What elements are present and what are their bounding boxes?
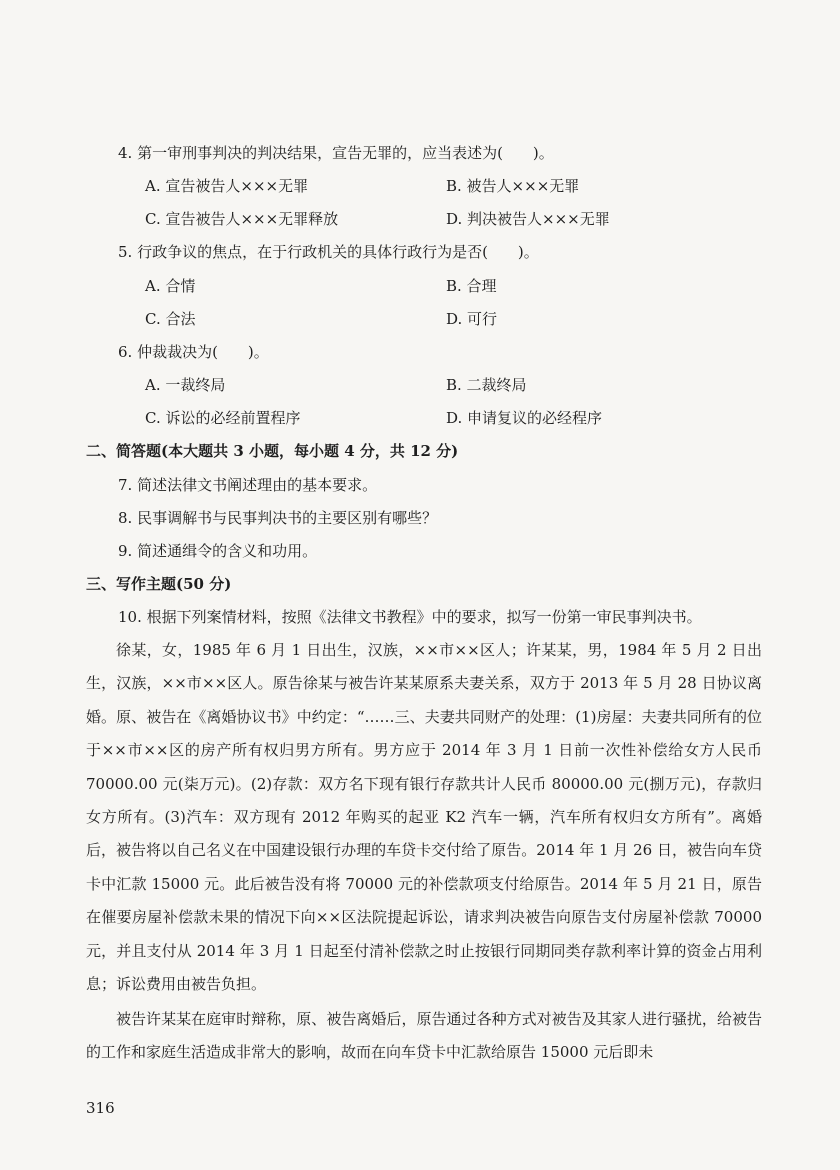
page-number: 316	[86, 1099, 115, 1117]
case-material-paragraph-2: 被告许某某在庭审时辩称，原、被告离婚后，原告通过各种方式对被告及其家人进行骚扰，给被告的工作和家庭生活造成非常大的影响，故而在向车贷卡中汇款给原告 15000 元后即未	[86, 1010, 762, 1062]
question-6-stem: 6. 仲裁裁决为( )。	[118, 343, 269, 361]
question-10: 10. 根据下列案情材料，按照《法律文书教程》中的要求，拟写一份第一审民事判决书。	[118, 608, 702, 626]
question-8: 8. 民事调解书与民事判决书的主要区别有哪些？	[118, 509, 438, 527]
question-6-option-c: C. 诉讼的必经前置程序	[145, 409, 301, 427]
question-9: 9. 简述通缉令的含义和功用。	[118, 542, 318, 560]
question-6-option-b: B. 二裁终局	[446, 376, 527, 394]
question-4-option-b: B. 被告人×××无罪	[446, 177, 580, 195]
case-material-paragraph-1: 徐某，女，1985 年 6 月 1 日出生，汉族，××市××区人；许某某，男，1984 年 5 月 2 日出生，汉族，××市××区人。原告徐某与被告许某某原系夫妻关系，双方于 2013 年 5 月 28 日协议离婚。原、被告在《离婚协议书》中约定：“……三、夫妻共同财产的处理：(1)房屋：夫妻共同所有的位于××市××区的房产所有权归男方所有。男方应于 2014 年 3 月 1 日前一次性补偿给女方人民币 70000.00 元(柒万元)。(2)存款：双方名下现有银行存款共计人民币 80000.00 元(捌万元)，存款归女方所有。(3)汽车：双方现有 2012 年购买的起亚 K2 汽车一辆，汽车所有权归女方所有”。离婚后，被告将以自己名义在中国建设银行办理的车贷卡交付给了原告。2014 年 1 月 26 日，被告向车贷卡中汇款 15000 元。此后被告没有将 70000 元的补偿款项支付给原告。2014 年 5 月 21 日，原告在催要房屋补偿款未果的情况下向××区法院提起诉讼，请求判决被告向原告支付房屋补偿款 70000 元，并且支付从 2014 年 3 月 1 日起至付清补偿款之时止按银行同期同类存款利率计算的资金占用利息；诉讼费用由被告负担。	[86, 641, 762, 994]
question-5-option-d: D. 可行	[446, 310, 498, 328]
question-4-option-d: D. 判决被告人×××无罪	[446, 210, 610, 228]
question-5-option-b: B. 合理	[446, 277, 497, 295]
section-3-heading: 三、写作主题(50 分)	[86, 575, 232, 593]
question-5-stem: 5. 行政争议的焦点，在于行政机关的具体行政行为是否( )。	[118, 243, 539, 261]
question-5-option-c: C. 合法	[145, 310, 196, 328]
section-2-heading: 二、简答题(本大题共 3 小题，每小题 4 分，共 12 分)	[86, 442, 459, 460]
question-4-stem: 4. 第一审刑事判决的判决结果，宣告无罪的，应当表述为( )。	[118, 144, 554, 162]
question-4-option-c: C. 宣告被告人×××无罪释放	[145, 210, 339, 228]
question-6-option-d: D. 申请复议的必经程序	[446, 409, 603, 427]
question-7: 7. 简述法律文书阐述理由的基本要求。	[118, 476, 378, 494]
question-5-option-a: A. 合情	[145, 277, 196, 295]
question-4-option-a: A. 宣告被告人×××无罪	[145, 177, 309, 195]
question-6-option-a: A. 一裁终局	[145, 376, 226, 394]
